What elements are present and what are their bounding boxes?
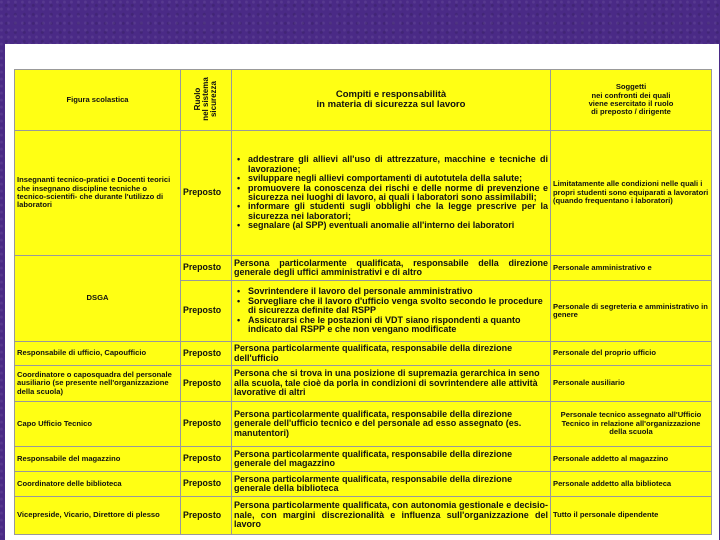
figura-cell: Coordinatore delle biblioteca <box>15 472 181 497</box>
header-ruolo <box>181 70 232 131</box>
task-item: • Sovrintendere il lavoro del personale amministrativo <box>248 287 548 296</box>
figura-cell: Capo Ufficio Tecnico <box>15 402 181 447</box>
header-row <box>15 70 712 131</box>
ruolo-cell: Preposto <box>181 342 232 366</box>
header-soggetti-line: di preposto / dirigente <box>591 107 671 117</box>
ruolo-cell: Preposto <box>181 472 232 497</box>
ruolo-cell: Preposto <box>181 366 232 402</box>
table-row-coordinatore-ausiliario <box>15 366 712 402</box>
compiti-cell <box>232 131 551 256</box>
soggetti-cell: Personale ausiliario <box>551 366 712 402</box>
soggetti-cell: Limitatamente alle condizioni nelle quali i propri studenti sono equiparati a lavoratori (quando frequentano i laboratori) <box>551 131 712 256</box>
header-compiti <box>232 70 551 131</box>
document-sheet <box>5 44 719 540</box>
table-row-capo-ufficio-tecnico <box>15 402 712 447</box>
soggetti-cell: Personale addetto al magazzino <box>551 447 712 472</box>
table-row-biblioteca <box>15 472 712 497</box>
soggetti-cell: Personale tecnico assegnato all'Ufficio Tecnico in relazione all'organizzazione della scuola <box>551 402 712 447</box>
compiti-cell <box>232 281 551 342</box>
task-item: • Sorvegliare che il lavoro d'ufficio venga svolto secondo le procedure di sicurezza definite dal RSPP <box>248 297 548 316</box>
header-figura: Figura scolastica <box>15 70 181 131</box>
safety-roles-table <box>14 69 712 535</box>
soggetti-cell: Personale amministrativo e <box>551 256 712 281</box>
table-row-insegnanti <box>15 131 712 256</box>
task-item: • addestrare gli allievi all'uso di attrezzature, macchine e tecniche di lavorazione; <box>248 155 548 174</box>
table-row-responsabile-ufficio <box>15 342 712 366</box>
compiti-cell: Persona particolarmente qualificata, responsabile della direzione generale dell'ufficio tecnico e del personale ad esso assegnato (es. manutentori) <box>232 402 551 447</box>
soggetti-cell: Tutto il personale dipendente <box>551 497 712 535</box>
table-row-vicepreside <box>15 497 712 535</box>
ruolo-cell: Preposto <box>181 402 232 447</box>
header-ruolo-line: Ruolo <box>192 87 202 111</box>
figura-cell: Responsabile del magazzino <box>15 447 181 472</box>
compiti-cell: Persona particolarmente qualificata, responsabile della direzione generale del magazzino <box>232 447 551 472</box>
compiti-cell: Persona particolarmente qualificata, responsabile della direzione generale della biblioteca <box>232 472 551 497</box>
compiti-cell: Persona particolarmente qualificata, responsabile della direzione generale degli uffici amministrativi e di altro <box>232 256 551 281</box>
header-compiti-line: in materia di sicurezza sul lavoro <box>316 99 466 110</box>
header-soggetti-line: viene esercitato il ruolo <box>588 99 674 108</box>
figura-cell: Responsabile di ufficio, Capoufficio <box>15 342 181 366</box>
task-item: • promuovere la conoscenza dei rischi e delle norme di prevenzione e sicurezza nei luoghi di lavoro, ai quali i laboratori sono assimilabili; <box>248 184 548 203</box>
ruolo-cell: Preposto <box>181 281 232 342</box>
table-row-dsga-a <box>15 256 712 281</box>
header-compiti-line: Compiti e responsabilità <box>335 89 447 101</box>
header-soggetti-line: Soggetti <box>615 82 647 92</box>
figura-cell: DSGA <box>15 256 181 342</box>
soggetti-cell: Personale addetto alla biblioteca <box>551 472 712 497</box>
figura-cell: Vicepreside, Vicario, Direttore di plesso <box>15 497 181 535</box>
ruolo-cell: Preposto <box>181 131 232 256</box>
compiti-cell: Persona particolarmente qualificata, con autonomia gestionale e decisio- nale, con margini discrezionalità e influenza sull'organizzazione del lavoro <box>232 497 551 535</box>
ruolo-cell: Preposto <box>181 447 232 472</box>
header-ruolo-line: sicurezza <box>208 80 218 117</box>
header-soggetti <box>551 70 712 131</box>
figura-cell: Insegnanti tecnico-pratici e Docenti teorici che insegnano discipline tecniche o tecnico-scientifi- che durante l'utilizzo di laboratori <box>15 131 181 256</box>
task-item: • segnalare (al SPP) eventuali anomalie all'interno dei laboratori <box>248 221 548 230</box>
header-ruolo-line: nel sistema <box>200 76 210 121</box>
task-item: • Assicurarsi che le postazioni di VDT siano rispondenti a quanto indicato dal RSPP e che non vengano modificate <box>248 316 548 335</box>
task-item: • informare gli studenti sugli obblighi che la legge prescrive per la sicurezza nei laboratori; <box>248 202 548 221</box>
compiti-cell: Persona particolarmente qualificata, responsabile della direzione dell'ufficio <box>232 342 551 366</box>
ruolo-cell: Preposto <box>181 497 232 535</box>
compiti-cell: Persona che si trova in una posizione di supremazia gerarchica in seno alla scuola, tale cioè da porla in condizioni di sovrintendere alle attività lavorative di altri <box>232 366 551 402</box>
table-row-magazzino <box>15 447 712 472</box>
task-item: • sviluppare negli allievi comportamenti di autotutela della salute; <box>248 174 548 183</box>
soggetti-cell: Personale del proprio ufficio <box>551 342 712 366</box>
header-soggetti-line: nei confronti dei quali <box>591 90 671 100</box>
soggetti-cell: Personale di segreteria e amministrativo in genere <box>551 281 712 342</box>
figura-cell: Coordinatore o caposquadra del personale ausiliario (se presente nell'organizzazione della scuola) <box>15 366 181 402</box>
ruolo-cell: Preposto <box>181 256 232 281</box>
